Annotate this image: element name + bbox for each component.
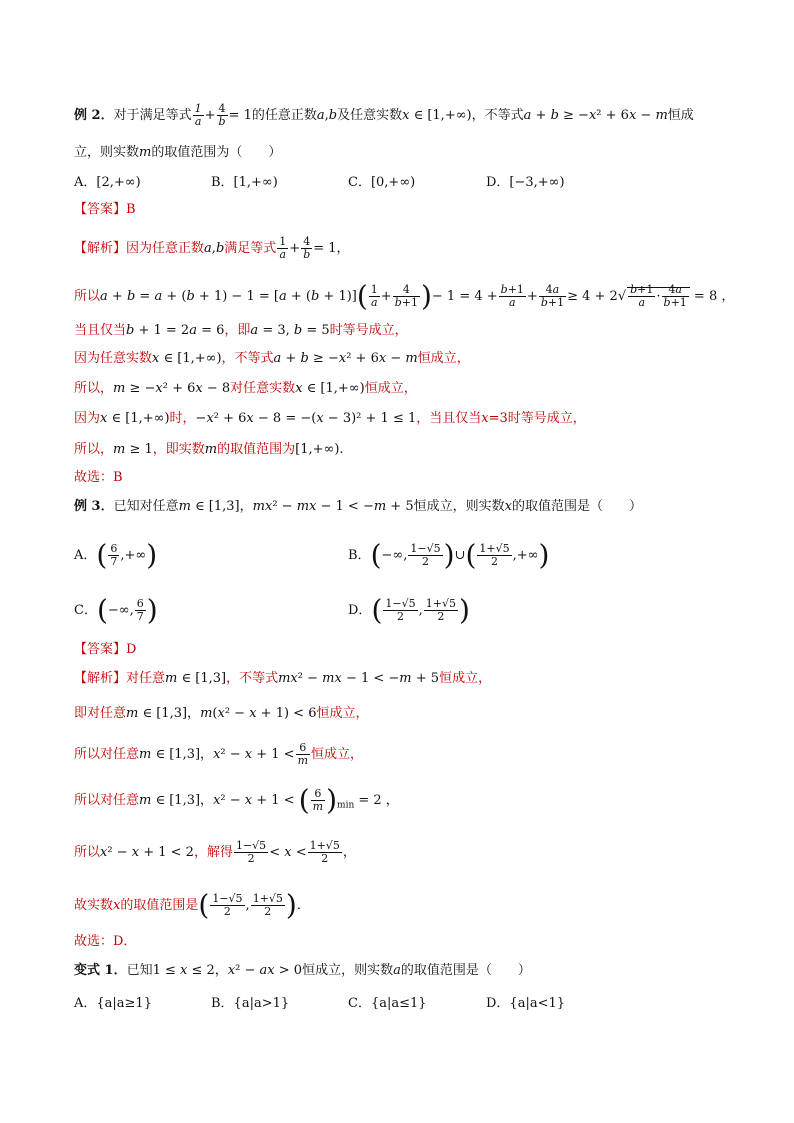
var1-label: 变式 1． (74, 963, 127, 978)
ex3-text: ，不等式 (226, 671, 279, 686)
ex2-text: ，即实数 (152, 442, 205, 457)
ex3-text: 的取值范围是（ ） (511, 499, 642, 514)
ex3-text: 恒成立， (311, 747, 364, 762)
var1-option-b[interactable]: B．{a|a>1} (211, 996, 290, 1011)
ex3-text: 恒成立， (316, 706, 369, 721)
ex3-answer: 【答案】D (74, 642, 137, 657)
ex3-option-a[interactable]: A．( $\frac{6}{7}$ ,+∞) (74, 538, 158, 572)
ex2-text: 立，则实数 (74, 145, 140, 160)
ex2-option-d[interactable]: D．[−3,+∞) (486, 175, 565, 190)
ex3-question: 例 3．已知对任意m ∈ [1,3]，mx² − mx − 1 < −m + 5恒成立，则实数x的取值范围是（ ） (74, 499, 642, 514)
ex2-text: ，不等式 (221, 351, 274, 366)
ex2-solution-line1: 【解析】因为任意正数a,b满足等式 $\frac{1}{a}$ + $\frac{4}{b}$ = 1， (74, 235, 350, 261)
ex2-solution-line4: 因为任意实数x ∈ [1,+∞)，不等式a + b ≥ −x² + 6x − m恒成立， (74, 351, 470, 366)
ex3-option-d[interactable]: D．( $\frac{1-√5}{2}$ , $\frac{1+√5}{2}$ ) (348, 593, 470, 627)
ex3-text: 所以对任意 (74, 793, 140, 808)
ex2-text: 所以， (74, 381, 114, 396)
var1-option-d[interactable]: D．{a|a<1} (486, 996, 566, 1011)
ex3-solution-line5: 所以x² − x + 1 < 2，解得 $\frac{1-√5}{2}$ < x < $\frac{1+√5}{2}$ ， (74, 839, 356, 865)
ex2-solution-line2: 所以a + b = a + (b + 1) − 1 = [a + (b + 1)]( $\frac{1}{a}$ + $\frac{4}{b+1}$ )− 1 = 4 + $\frac{b+1}{a}$ + $\frac{4a}{b+1}$ ≥ 4 + 2√ $\frac{b+1}{a}$ · $\frac{4a}{b+1}$ = 8 ， (74, 279, 735, 313)
ex3-option-b[interactable]: B．(−∞, $\frac{1-√5}{2}$ )∪( $\frac{1+√5}{2}$ ,+∞) (348, 538, 550, 572)
ex2-text: 恒成立， (417, 351, 470, 366)
ex2-choose: 故选：B (74, 470, 123, 485)
ex2-text: 因为任意正数 (126, 241, 205, 256)
ex2-text: 时等号成立， (329, 323, 408, 338)
ex3-text: ，解得 (193, 845, 233, 860)
ex2-answer: 【答案】B (74, 202, 136, 217)
ex3-text: 所以对任意 (74, 747, 140, 762)
ex3-text: 即对任意 (74, 706, 127, 721)
ex2-text: 恒成 (667, 108, 694, 123)
ex3-text: 所以 (74, 845, 101, 860)
ex2-solution-line5: 所以，m ≥ −x² + 6x − 8对任意实数x ∈ [1,+∞)恒成立， (74, 381, 417, 396)
ex2-text: 满足等式 (224, 241, 277, 256)
ex2-text: 及任意实数 (337, 108, 403, 123)
ex2-text: 对于满足等式 (113, 108, 192, 123)
ex2-text: 所以 (74, 289, 101, 304)
ex2-option-b[interactable]: B．[1,+∞) (211, 175, 278, 190)
ex2-text: 因为任意实数 (74, 351, 153, 366)
var1-option-c[interactable]: C．{a|a≤1} (348, 996, 427, 1011)
ex2-text: 的任意正数 (251, 108, 317, 123)
ex3-text: 的取值范围是 (120, 898, 199, 913)
ex3-option-c[interactable]: C．(−∞, $\frac{6}{7}$ ) (74, 593, 158, 627)
ex3-solution-line4: 所以对任意m ∈ [1,3]，x² − x + 1 < ( $\frac{6}{m}$ )$_{min} = 2$ ， (74, 783, 399, 817)
ex3-choose: 故选：D． (74, 934, 137, 949)
ex2-option-c[interactable]: C．[0,+∞) (348, 175, 416, 190)
ex3-solution-line1: 【解析】对任意m ∈ [1,3]，不等式mx² − mx − 1 < −m + 5恒成立， (74, 671, 492, 686)
ex2-solution-label: 【解析】 (74, 241, 127, 256)
ex2-label: 例 2． (74, 108, 114, 123)
ex2-text: 的取值范围为（ ） (151, 145, 282, 160)
ex3-solution-line6: 故实数x的取值范围是( $\frac{1-√5}{2}$ , $\frac{1+√5}{2}$ )． (74, 888, 310, 922)
var1-text: 恒成立，则实数 (302, 963, 394, 978)
ex2-text: 的取值范围为 (217, 442, 296, 457)
ex2-text: 当且仅当 (74, 323, 127, 338)
var1-question: 变式 1．已知1 ≤ x ≤ 2，x² − ax > 0恒成立，则实数a的取值范围是（ ） (74, 963, 531, 978)
ex2-solution-line7: 所以，m ≥ 1，即实数m的取值范围为[1,+∞). (74, 442, 344, 457)
ex2-text: 因为 (74, 411, 101, 426)
ex2-question-line2: 立，则实数m的取值范围为（ ） (74, 145, 282, 160)
ex3-solution-label: 【解析】 (74, 671, 127, 686)
ex2-text: 时等号成立， (507, 411, 586, 426)
ex3-label: 例 3． (74, 499, 114, 514)
ex2-text: ，不等式 (471, 108, 524, 123)
ex2-text: ，即 (224, 323, 251, 338)
ex3-text: 对任意 (126, 671, 166, 686)
ex3-solution-line2: 即对任意m ∈ [1,3]，m(x² − x + 1) < 6恒成立， (74, 706, 369, 721)
ex3-text: 已知对任意 (113, 499, 179, 514)
ex2-text: 对任意实数 (230, 381, 296, 396)
ex2-solution-line6: 因为x ∈ [1,+∞)时，−x² + 6x − 8 = −(x − 3)² + 1 ≤ 1，当且仅当x=3时等号成立， (74, 411, 586, 426)
ex2-text: 所以， (74, 442, 114, 457)
ex3-text: 恒成立，则实数 (413, 499, 505, 514)
ex2-solution-line3: 当且仅当b + 1 = 2a = 6，即a = 3, b = 5时等号成立， (74, 323, 408, 338)
var1-option-a[interactable]: A．{a|a≥1} (74, 996, 152, 1011)
ex2-question-line1: 例 2．对于满足等式 $\frac{1}{a}$ + $\frac{4}{b}$ = 1的任意正数a,b及任意实数x ∈ [1,+∞)，不等式a + b ≥ −x² + 6x − m恒成 (74, 102, 694, 128)
ex2-option-a[interactable]: A．[2,+∞) (74, 175, 141, 190)
ex2-text: ，当且仅当 (416, 411, 482, 426)
ex3-text: 恒成立， (439, 671, 492, 686)
ex3-text: 故实数 (74, 898, 114, 913)
var1-text: 已知 (126, 963, 153, 978)
var1-text: 的取值范围是（ ） (400, 963, 531, 978)
ex3-solution-line3: 所以对任意m ∈ [1,3]，x² − x + 1 < $\frac{6}{m}$ 恒成立， (74, 741, 364, 767)
ex2-text: 时， (169, 411, 196, 426)
ex2-text: 恒成立， (364, 381, 417, 396)
